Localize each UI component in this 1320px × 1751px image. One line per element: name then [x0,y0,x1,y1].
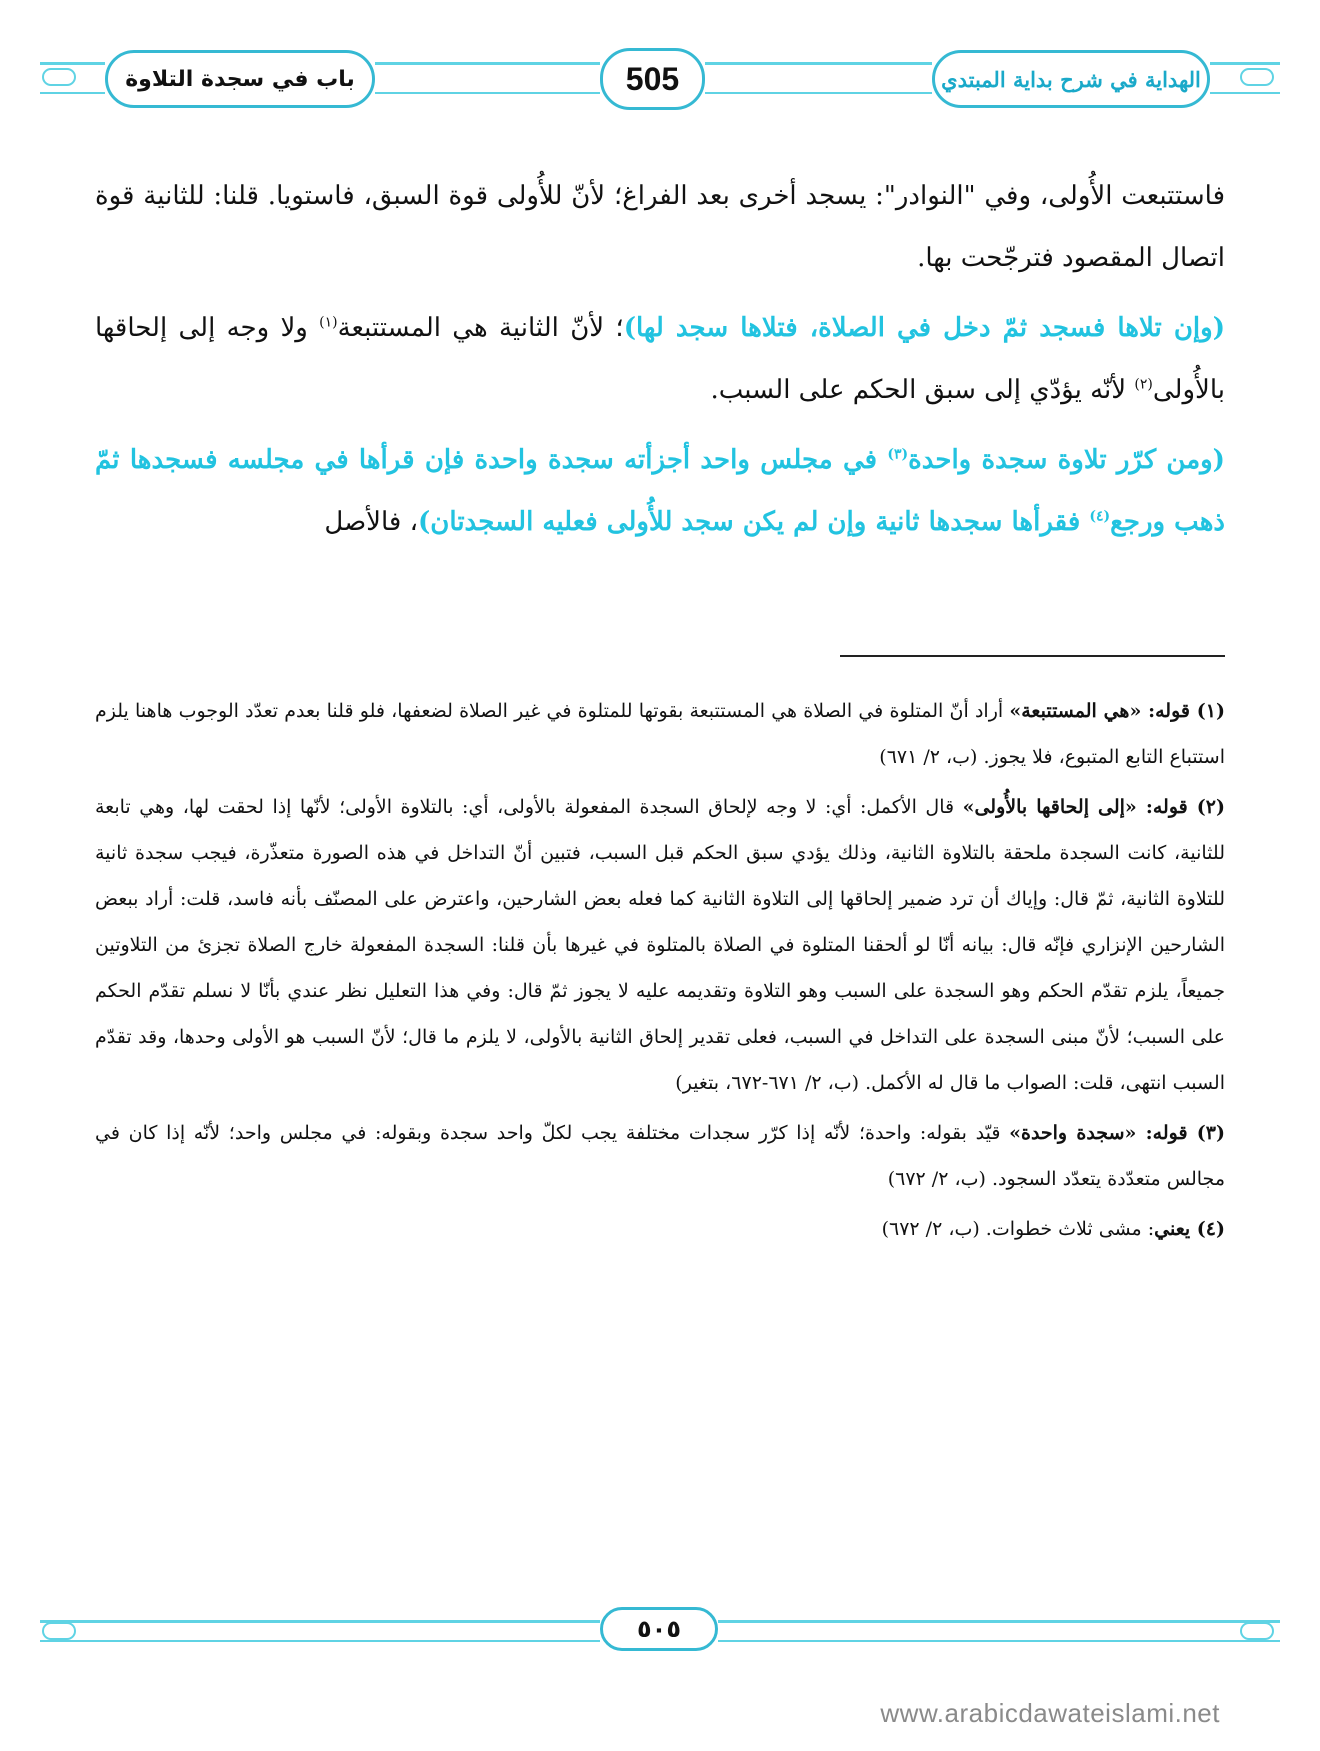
book-title: الهداية في شرح بداية المبتدي [941,66,1201,92]
footer-frame-line-left [40,1620,600,1623]
matn-quote: (ومن كرّر تلاوة سجدة واحدة [908,445,1225,475]
footer-frame-line-left-2 [40,1640,600,1642]
footer-scroll-ornament-left [42,1622,76,1640]
header-frame-line-left-2 [40,92,105,94]
footnote-separator [840,655,1225,657]
footer-scroll-ornament-right [1240,1622,1274,1640]
main-paragraph-2: (وإن تلاها فسجد ثمّ دخل في الصلاة، فتلاها سجد لها)؛ لأنّ الثانية هي المستتبعة$^{(١)}$ ولا وجه إلى إلحاقها بالأُولى$^{(٢)}$ لأنّه يؤدّي إلى سبق الحكم على السبب. [95,313,1226,405]
header-frame-line-left [40,62,105,65]
footnote-3: (٣) قوله: «سجدة واحدة» قيّد بقوله: واحدة؛ لأنّه إذا كرّر سجدات مختلفة يجب لكلّ واحد سجدة وبقوله: في مجلس واحد؛ لأنّه إذا كان في مجالس متعدّدة يتعدّد السجود. (ب، ٢/ ٦٧٢) [95,1122,1226,1190]
section-title-box [105,50,375,108]
footnote-ref-3[interactable]: (٣) [887,446,909,463]
footnotes [95,688,1225,1256]
main-paragraph-3: (ومن كرّر تلاوة سجدة واحدة$^{(٣)}$ في مجلس واحد أجزأته سجدة واحدة فإن قرأها في مجلسه فسجدها ثمّ ذهب ورجع$^{(٤)}$ فقرأها سجدها ثانية وإن لم يكن سجد للأُولى فعليه السجدتان)، فالأصل [95,445,1225,537]
header-frame-line-mid-2b [705,92,932,94]
matn-quote: (وإن تلاها فسجد ثمّ دخل في الصلاة، فتلاها سجد لها) [623,313,1226,343]
main-paragraph-1: فاستتبعت الأُولى، وفي "النوادر": يسجد أخرى بعد الفراغ؛ لأنّ للأُولى قوة السبق، فاستويا. قلنا: للثانية قوة اتصال المقصود فترجّحت بها. [95,181,1225,273]
header-scroll-ornament-left [42,68,76,86]
footnote-ref-4[interactable]: (٤) [1089,508,1111,525]
header-frame-line-right-2 [1210,92,1280,94]
matn-quote: في مجلس واحد أجزأته سجدة واحدة فإن قرأها في مجلسه فسجدها ثمّ ذهب ورجع [95,445,1225,537]
website-url[interactable]: www.arabicdawateislami.net [880,1698,1220,1728]
bottom-page-number-box [600,1607,718,1651]
footnote-4: (٤) يعني: مشى ثلاث خطوات. (ب، ٢/ ٦٧٢) [881,1218,1225,1240]
main-text [95,165,1225,561]
footnote-ref-2[interactable]: (٢) [1134,376,1153,393]
footnote-ref-1[interactable]: (١) [319,314,338,331]
footnote-1: (١) قوله: «هي المستتبعة» أراد أنّ المتلوة في الصلاة هي المستتبعة بقوتها للمتلوة في غير الصلاة لضعفها، فلو قلنا بعدم تعدّد الوجوب هاهنا يلزم استتباع التابع المتبوع، فلا يجوز. (ب، ٢/ ٦٧١) [95,700,1225,768]
footer-frame-line-right [718,1620,1280,1623]
header-frame-line-mid-2 [705,62,932,65]
section-title: باب في سجدة التلاوة [125,66,355,92]
header-frame-line-mid-1b [375,92,600,94]
matn-quote: فقرأها سجدها ثانية وإن لم يكن سجد للأُولى فعليه السجدتان) [418,507,1090,537]
footer-frame-line-right-2 [718,1640,1280,1642]
header-frame-line-mid-1 [375,62,600,65]
header-scroll-ornament-right [1240,68,1274,86]
book-title-box [932,50,1210,108]
footnote-2: (٢) قوله: «إلى إلحاقها بالأُولى» قال الأكمل: أي: لا وجه لإلحاق السجدة المفعولة بالأولى، أي: بالتلاوة الأولى؛ لأنّها إذا لحقت لها، وهي تابعة للثانية، كانت السجدة ملحقة بالتلاوة الثانية، وذلك يؤدي سبق الحكم قبل السبب، فتبين أنّ التداخل في هذه الصورة متعذّرة، فيجب سجدة ثانية للتلاوة الثانية، ثمّ قال: وإياك أن ترد ضمير إلحاقها إلى التلاوة الثانية كما فعله بعض الشارحين، واعترض على المصنّف بأنه فاسد، قلت: أراد ببعض الشارحين الإنزاري فإنّه قال: بيانه أنّا لو ألحقنا المتلوة في الصلاة بالمتلوة في غيرها بأن قلنا: السجدة المفعولة خارج الصلاة تجزئ من التلاوتين جميعاً، يلزم تقدّم الحكم وهو السجدة على السبب وهو التلاوة وتقديمه عليه لا يجوز ثمّ قال: وفي هذا التعليل نظر عندي بأنّا لا نسلم تقدّم الحكم على السبب؛ لأنّ مبنى السجدة على التداخل في السبب، فعلى تقدير إلحاق الثانية بالأولى، لا يلزم ما قال؛ لأنّ السبب هو الأولى وحدها، وقد تقدّم السبب انتهى، قلت: الصواب ما قال له الأكمل. (ب، ٢/ ٦٧١-٦٧٢، بتغير) [95,796,1225,1094]
bottom-page-number: ٥٠٥ [637,1615,681,1643]
page-number: 505 [625,60,680,97]
header-frame-line-right [1210,62,1280,65]
page-number-box [600,48,705,110]
